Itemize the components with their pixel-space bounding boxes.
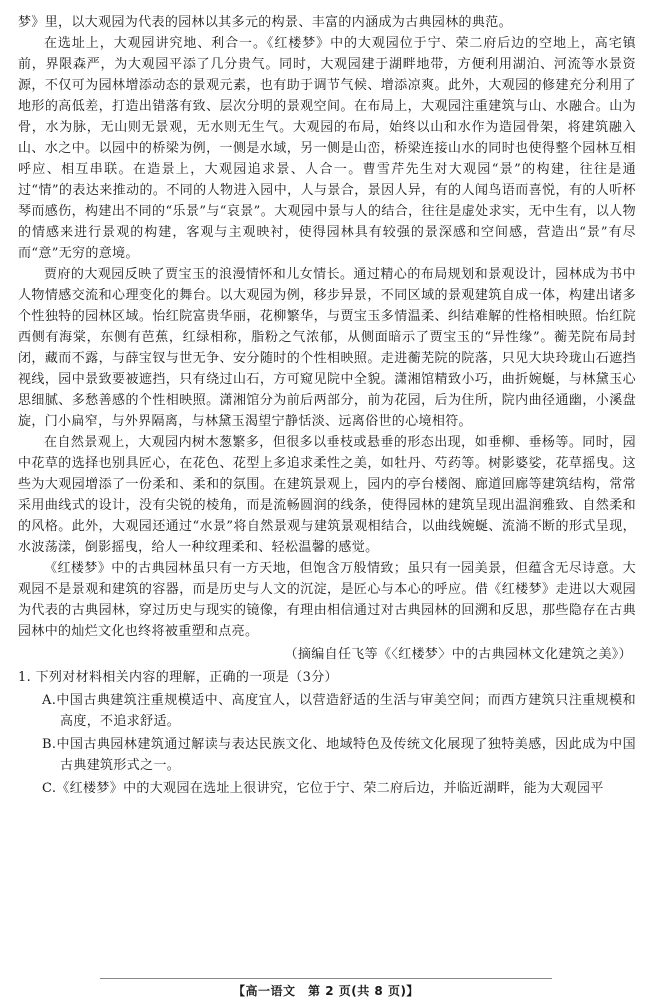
option-text: 中国古典建筑注重规模适中、高度宜人，以营造舒适的生活与审美空间；而西方建筑只注重规模和高度，不追求舒适。	[56, 693, 636, 729]
option-text: 中国古典园林建筑通过解读与表达民族文化、地域特色及传统文化展现了独特美感，因此成为中国古典建筑形式之一。	[56, 737, 636, 773]
paragraph-site-selection: 在选址上，大观园讲究地、利合一。《红楼梦》中的大观园位于宁、荣二府后边的空地上，高宅镇前，界限森严，为大观园平添了几分贵气。同时，大观园建于湖畔地带，方便利用湖泊、河流等水景资源，不仅可为园林增添动态的景观元素，也有助于调节气候、增添凉爽。此外，大观园的修建充分利用了地形的高低差，打造出错落有致、层次分明的景观空间。在布局上，大观园注重建筑与山、水融合。山为骨，水为脉，无山则无景观，无水则无生气。大观园的布局，始终以山和水作为造园骨架，将建筑融入山、水之中。以园中的桥梁为例，一侧是水域，另一侧是山峦，桥梁连接山水的同时也使得整个园林互相呼应、相互串联。在造景上，大观园追求景、人合一。曹雪芹先生对大观园“景”的构建，往往是通过“情”的表达来推动的。不同的人物进入园中，人与景合，景因人异，有的人闻鸟语而喜悦，有的人听杯琴而感伤，构建出不同的“乐景”与“哀景”。大观园中景与人的结合，往往是虚处求实，无中生有，以人物的情感来进行景观的构建，客观与主观映衬，使得园林具有较强的景深感和空间感，营造出“景”有尽而“意”无穷的意境。	[18, 36, 636, 261]
paragraph-conclusion: 《红楼梦》中的古典园林虽只有一方天地，但饱含万般情致；虽只有一园美景，但蕴含无尽诗意。大观园不是景观和建筑的容器，而是历史与人文的沉淀，是匠心与本心的呼应。借《红楼梦》走进以大观园为代表的古典园林，穿过历史与现实的镜像，有理由相信通过对古典园林的回溯和反思，那些隐存在古典园林中的灿烂文化也终将被重塑和点亮。	[18, 561, 636, 639]
option-text: 《红楼梦》中的大观园在选址上很讲究，它位于宁、荣二府后边，并临近湖畔，能为大观园平	[56, 781, 604, 796]
option-letter: C.	[42, 781, 57, 796]
footer-divider	[100, 978, 552, 979]
paragraph-natural-landscape: 在自然景观上，大观园内树木葱繁多，但很多以垂枝或悬垂的形态出现，如垂柳、垂杨等。同时，园中花草的选择也别具匠心，在花色、花型上多追求柔性之美，如牡丹、芍药等。树影婆娑，花草摇曳。这些为大观园增添了一份柔和、柔和的氛围。在建筑景观上，园内的亭台楼阁、廊道回廊等建筑结构，常常采用曲线式的设计，没有尖锐的棱角，而是流畅圆润的线条，使得园林的建筑呈现出温润雅致、自然柔和的风格。此外，大观园还通过“水景”将自然景观与建筑景观相结合，以曲线婉蜒、流淌不断的形式呈现，水波荡漾，倒影摇曳，给人一种纹理柔和、轻松温馨的感觉。	[18, 435, 636, 555]
option-b[interactable]	[18, 734, 636, 776]
question-stem: 1. 下列对材料相关内容的理解，正确的一项是（3分）	[18, 670, 338, 685]
source-citation: （摘编自任飞等《〈红楼梦〉中的古典园林文化建筑之美》）	[284, 647, 632, 662]
paragraph-character-gardens: 贾府的大观园反映了贾宝玉的浪漫情怀和儿女情长。通过精心的布局规划和景观设计，园林成为书中人物情感交流和心理变化的舞台。以大观园为例，移步异景，不同区域的景观建筑自成一体，构建出诸多个性独特的园林区域。怡红院富贵华丽，花柳繁华，与贾宝玉多情温柔、纠结难解的性格相映照。怡红院西侧有海棠，东侧有芭蕉，红绿相称，脂粉之气浓郁，从侧面暗示了贾宝玉的“异性缘”。蘅芜院布局封闭，藏而不露，与薛宝钗与世无争、安分随时的个性相映照。走进蘅芜院的院落，只见大块玲珑山石遮挡视线，园中景致要被遮挡，只有绕过山石，方可窥见院中全貌。潇湘馆精致小巧，曲折婉蜒，与林黛玉心思细腻、多愁善感的个性相映照。潇湘馆分为前后两部分，前为花园，后为住所，院内曲径通幽，小溪盘旋，门小扁窄，与外界隔离，与林黛玉渴望宁静恬淡、远离俗世的心境相符。	[18, 267, 636, 429]
paragraph-continuation: 梦》里，以大观园为代表的园林以其多元的构景、丰富的内涵成为古典园林的典范。	[18, 15, 512, 30]
page-footer: 【高一语文 第 2 页(共 8 页)】	[233, 984, 419, 998]
option-c[interactable]	[18, 778, 636, 799]
question-1	[18, 667, 636, 799]
option-a[interactable]	[18, 690, 636, 732]
option-letter: B.	[42, 737, 57, 752]
option-letter: A.	[42, 693, 57, 708]
reading-passage	[18, 12, 636, 799]
